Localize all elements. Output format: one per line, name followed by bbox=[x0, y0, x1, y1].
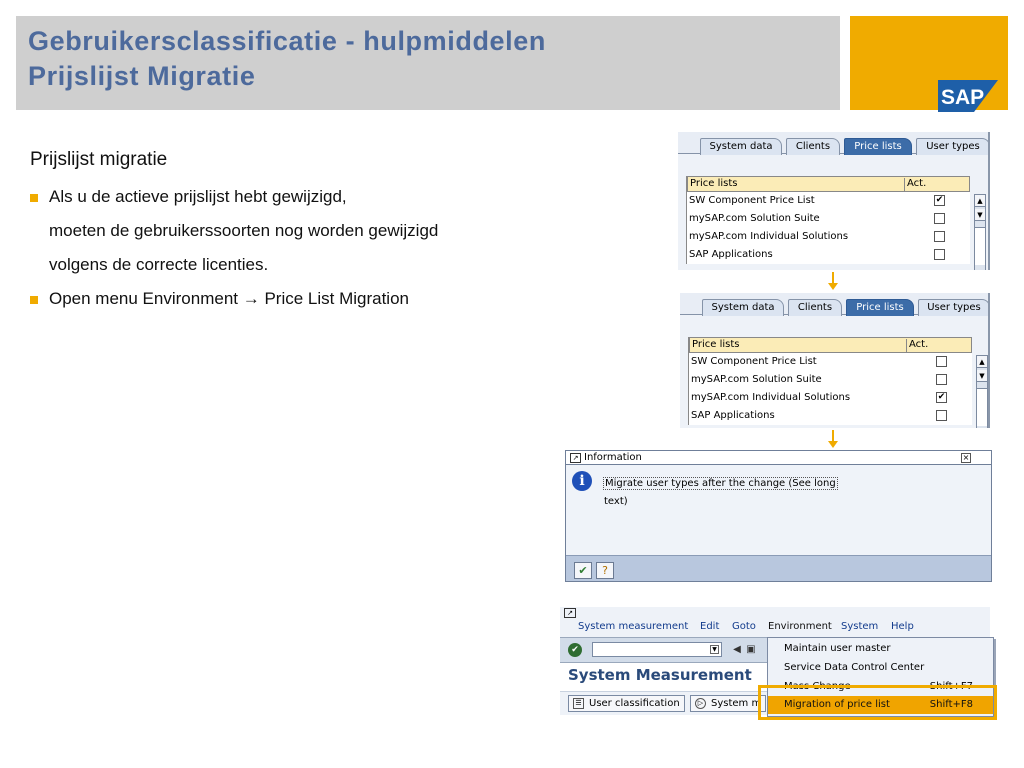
menu-system[interactable]: System bbox=[841, 621, 879, 632]
dialog-title: Information bbox=[584, 452, 642, 463]
menu-environment[interactable]: Environment bbox=[768, 621, 832, 632]
highlight-frame bbox=[758, 685, 997, 720]
menu-goto[interactable]: Goto bbox=[732, 621, 756, 632]
save-icon[interactable]: ▣ bbox=[746, 644, 756, 655]
dialog-message: text) bbox=[604, 496, 628, 507]
tab-price-lists[interactable]: Price lists bbox=[844, 138, 912, 155]
tab-price-lists[interactable]: Price lists bbox=[846, 299, 914, 316]
menu-item-label: Migration of price list bbox=[784, 699, 890, 710]
menu-item-label: Maintain user master bbox=[784, 643, 891, 654]
dialog-button-bar bbox=[566, 555, 991, 581]
column-header-price-lists: Price lists bbox=[690, 178, 738, 189]
info-icon: i bbox=[572, 471, 592, 491]
user-classification-button[interactable] bbox=[568, 695, 685, 712]
menu-item-label: Mass Change bbox=[784, 681, 851, 692]
price-lists-screen-after bbox=[680, 293, 990, 428]
vertical-scrollbar[interactable] bbox=[974, 194, 986, 270]
active-checkbox[interactable] bbox=[934, 213, 945, 224]
scroll-thumb[interactable] bbox=[975, 227, 985, 265]
row-label: SAP Applications bbox=[691, 410, 775, 421]
column-header-active: Act. bbox=[906, 339, 976, 353]
active-checkbox[interactable] bbox=[934, 249, 945, 260]
table-row[interactable] bbox=[687, 228, 970, 246]
bullet-text: volgens de correcte licenties. bbox=[49, 255, 269, 274]
enter-icon[interactable]: ✔ bbox=[568, 643, 582, 657]
arrow-down-icon bbox=[828, 283, 838, 290]
menu-item-shortcut: Shift+F8 bbox=[929, 699, 973, 710]
arrow-down-icon bbox=[828, 441, 838, 448]
information-dialog bbox=[565, 450, 992, 582]
table-row[interactable] bbox=[689, 407, 972, 425]
row-label: SAP Applications bbox=[689, 249, 773, 260]
table-row[interactable] bbox=[689, 371, 972, 389]
slide-subtitle: Prijslijst Migratie bbox=[28, 61, 256, 91]
menu-item-shortcut: Shift+F7 bbox=[929, 681, 973, 692]
tab-clients[interactable]: Clients bbox=[788, 299, 842, 316]
confirm-button[interactable]: ✔ bbox=[574, 562, 592, 579]
row-label: mySAP.com Solution Suite bbox=[689, 213, 820, 224]
table-row[interactable] bbox=[687, 192, 970, 210]
system-measurement-button[interactable] bbox=[690, 695, 766, 712]
active-checkbox[interactable] bbox=[936, 374, 947, 385]
execute-icon: ▷ bbox=[695, 698, 706, 709]
active-checkbox[interactable]: ✔ bbox=[937, 392, 946, 402]
table-header bbox=[687, 176, 970, 192]
bullet-marker bbox=[30, 194, 38, 202]
menu-item-label: Service Data Control Center bbox=[784, 662, 925, 673]
price-lists-screen-before bbox=[678, 132, 990, 270]
menu-system-measurement[interactable]: System measurement bbox=[578, 621, 689, 632]
price-list-table bbox=[686, 176, 970, 264]
tab-user-types[interactable]: User types bbox=[916, 138, 990, 155]
active-checkbox[interactable] bbox=[936, 356, 947, 367]
active-checkbox[interactable] bbox=[936, 410, 947, 421]
bullet-text: moeten de gebruikerssoorten nog worden gewijzigd bbox=[49, 221, 439, 240]
tab-system-data[interactable]: System data bbox=[702, 299, 784, 316]
table-row[interactable] bbox=[689, 353, 972, 371]
dropdown-icon[interactable]: ▼ bbox=[710, 645, 719, 654]
tab-strip bbox=[678, 132, 988, 154]
row-label: SW Component Price List bbox=[689, 195, 815, 206]
tab-system-data[interactable]: System data bbox=[700, 138, 782, 155]
command-field[interactable] bbox=[592, 642, 722, 657]
menu-item-service-data-control-center[interactable] bbox=[768, 659, 993, 677]
system-menu-icon[interactable]: ↗ bbox=[564, 608, 576, 618]
vertical-scrollbar[interactable] bbox=[976, 355, 988, 428]
close-icon[interactable]: × bbox=[962, 453, 970, 462]
scroll-thumb[interactable] bbox=[977, 388, 987, 426]
price-list-table bbox=[688, 337, 972, 425]
menu-edit[interactable]: Edit bbox=[700, 621, 720, 632]
scroll-up-icon[interactable]: ▲ bbox=[977, 356, 987, 368]
row-label: SW Component Price List bbox=[691, 356, 817, 367]
window-icon: ↗ bbox=[570, 453, 581, 463]
column-header-price-lists: Price lists bbox=[692, 339, 740, 350]
dialog-titlebar bbox=[566, 451, 991, 465]
table-row[interactable] bbox=[687, 246, 970, 264]
row-label: mySAP.com Solution Suite bbox=[691, 374, 822, 385]
content-heading: Prijslijst migratie bbox=[30, 149, 168, 170]
dialog-message: Migrate user types after the change (See long bbox=[605, 478, 836, 489]
row-label: mySAP.com Individual Solutions bbox=[691, 392, 851, 403]
scroll-up-icon[interactable]: ▲ bbox=[975, 195, 985, 207]
slide-title: Gebruikersclassificatie - hulpmiddelen bbox=[28, 26, 546, 56]
tab-user-types[interactable]: User types bbox=[918, 299, 990, 316]
svg-text:SAP: SAP bbox=[941, 86, 985, 109]
sap-logo bbox=[938, 80, 998, 112]
row-label: mySAP.com Individual Solutions bbox=[689, 231, 849, 242]
menu-item-maintain-user-master[interactable] bbox=[768, 640, 993, 658]
menu-bar bbox=[560, 607, 990, 637]
slide-title-bar bbox=[16, 16, 840, 110]
active-checkbox[interactable] bbox=[934, 231, 945, 242]
scroll-down-icon[interactable]: ▼ bbox=[977, 370, 987, 382]
active-checkbox[interactable]: ✔ bbox=[935, 195, 944, 205]
tab-clients[interactable]: Clients bbox=[786, 138, 840, 155]
list-icon: ☰ bbox=[573, 698, 584, 709]
scroll-down-icon[interactable]: ▼ bbox=[975, 209, 985, 221]
bullet-marker bbox=[30, 296, 38, 304]
screen-title: System Measurement bbox=[568, 666, 752, 684]
back-icon[interactable]: ◀ bbox=[733, 644, 741, 655]
table-row[interactable] bbox=[689, 389, 972, 407]
table-header bbox=[689, 337, 972, 353]
tab-strip bbox=[680, 293, 988, 315]
menu-help[interactable]: Help bbox=[891, 621, 914, 632]
button-label: System m bbox=[711, 698, 762, 709]
bullet-text: Als u de actieve prijslijst hebt gewijzigd, bbox=[49, 187, 347, 206]
table-row[interactable] bbox=[687, 210, 970, 228]
bullet-text: Open menu Environment → Price List Migration bbox=[49, 289, 409, 308]
help-button[interactable]: ? bbox=[596, 562, 614, 579]
column-header-active: Act. bbox=[904, 178, 974, 192]
button-label: User classification bbox=[589, 698, 680, 709]
